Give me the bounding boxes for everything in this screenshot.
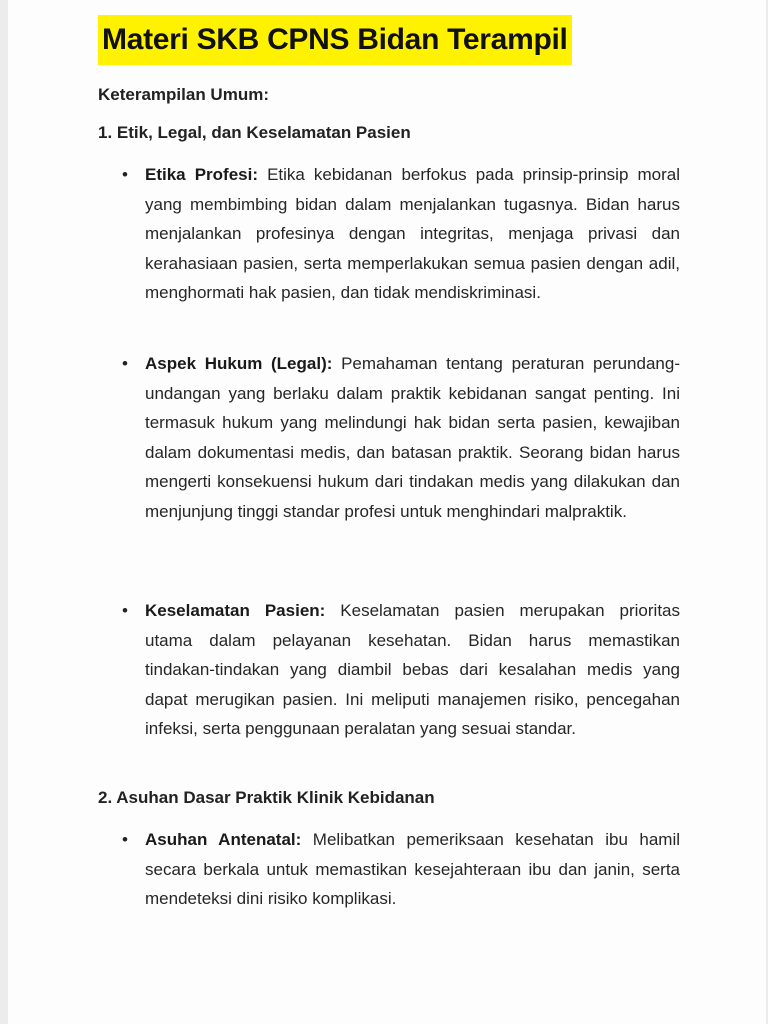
list-item-aspek-hukum (145, 349, 680, 526)
list-item-keselamatan-pasien (145, 596, 680, 744)
term-label: Keselamatan Pasien: (145, 601, 326, 620)
document-page (8, 0, 766, 1024)
term-label: Asuhan Antenatal: (145, 830, 302, 849)
list-item-asuhan-antenatal (145, 825, 680, 914)
list-item-etika-profesi (145, 160, 680, 308)
subheading-keterampilan-umum: Keterampilan Umum: (98, 85, 269, 104)
item-text: Keselamatan pasien merupakan prioritas utama dalam pelayanan kesehatan. Bidan harus memastikan tindakan-tindakan yang diambil bebas dari kesalahan medis yang dapat merugikan pasien. Ini meliputi manajemen risiko, pencegahan infeksi, serta penggunaan peralatan yang sesuai standar. (145, 601, 680, 738)
term-label: Etika Profesi: (145, 165, 258, 184)
bullet-marker: • (122, 354, 128, 373)
bullet-marker: • (122, 601, 128, 620)
item-text: Melibatkan pemeriksaan kesehatan ibu hamil secara berkala untuk memastikan kesejahteraan ibu dan janin, serta mendeteksi dini risiko komplikasi. (145, 830, 681, 908)
bullet-marker: • (122, 830, 128, 849)
item-text: Etika kebidanan berfokus pada prinsip-prinsip moral yang membimbing bidan dalam menjalankan tugasnya. Bidan harus menjalankan profesinya dengan integritas, menjaga privasi dan kerahasiaan pasien, serta memperlakukan semua pasien dengan adil, menghormati hak pasien, dan tidak mendiskriminasi. (145, 165, 680, 302)
term-label: Aspek Hukum (Legal): (145, 354, 333, 373)
section-heading-1: 1. Etik, Legal, dan Keselamatan Pasien (98, 123, 411, 142)
section-heading-2: 2. Asuhan Dasar Praktik Klinik Kebidanan (98, 788, 435, 807)
bullet-marker: • (122, 165, 128, 184)
item-text: Pemahaman tentang peraturan perundang-undangan yang berlaku dalam praktik kebidanan sangat penting. Ini termasuk hukum yang melindungi hak bidan serta pasien, kewajiban dalam dokumentasi medis, dan batasan praktik. Seorang bidan harus mengerti konsekuensi hukum dari tindakan medis yang dilakukan dan menjunjung tinggi standar profesi untuk menghindari malpraktik. (145, 354, 680, 521)
document-title: Materi SKB CPNS Bidan Terampil (98, 15, 572, 65)
